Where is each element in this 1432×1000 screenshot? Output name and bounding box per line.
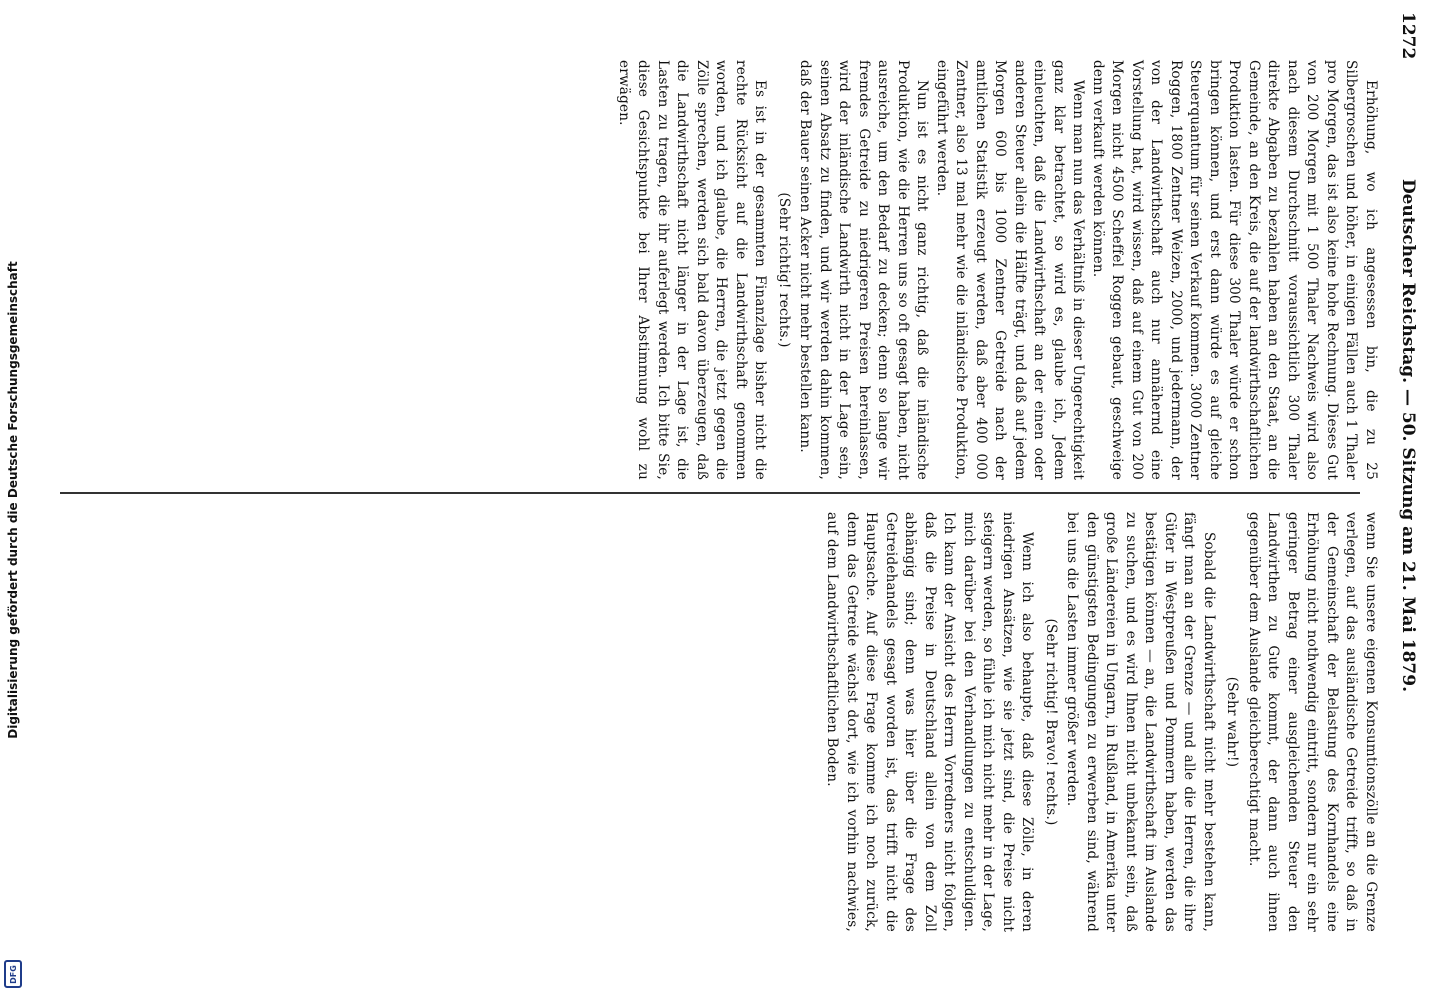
digitization-credit-strip — [0, 0, 26, 1000]
paragraph: Nun ist es nicht ganz richtig, daß die inländische Produktion, wie die Herren uns so oft gesagt haben, nicht ausreiche, um den Bedarf zu decken; denn so lange wir fremdes Getreide zu niedrigeren Preisen hereinlassen, wird der inländische Landwirth nicht in der Lage sein, seinen Absatz zu finden, und wir werden dahin kommen, daß der Bauer seinen Acker nicht mehr bestellen kann. — [797, 60, 931, 480]
dfg-logo-text: DFG — [8, 964, 18, 984]
paragraph: Erhöhung, wo ich angesessen bin, die zu 25 Silbergroschen und höher, in einigen Fällen auch 1 Thaler pro Morgen, das ist also keine hohe Rechnung. Dieses Gut von 200 Morgen mit 1 500 Thaler Nachweis wird also nach diesem Durchschnitt voraussichtlich 300 Thaler direkte Abgaben zu bezahlen haben an den Staat, an die Gemeinde, an den Kreis, die auf der landwirthschaftlichen Produktion lasten. Für diese 300 Thaler würde er schon bringen können, und erst dann würde es auf gleiche Steuerquantum für seinen Verkauf kommen. 3000 Zentner Roggen, 1800 Zentner Weizen, 2000, und jedermann, der von der Landwirthschaft auch nur annähernd eine Vorstellung hat, wird wissen, daß auf einem Gut von 200 Morgen nicht 4500 Scheffel Roggen gebaut, geschweige denn verkauft werden können. — [1090, 60, 1379, 480]
column-divider — [60, 492, 1360, 494]
running-header — [1398, 12, 1418, 992]
digitization-credit: Digitalisierung gefördert durch die Deutsche Forschungsgemeinschaft — [6, 261, 20, 739]
paragraph: Sobald die Landwirthschaft nicht mehr bestehen kann, fängt man an der Grenze — und alle die Herren, die ihre Güter in Westpreußen und Pommern haben, werden das bestätigen können — an, die Landwirthschaft im Auslande zu suchen, und es wird Ihnen nicht unbekannt sein, daß große Ländereien in Ungarn, in Rußland, in Amerika unter den günstigsten Bedingungen zu erwerben sind, während bei uns die Lasten immer größer werden. — [1064, 512, 1217, 932]
paragraph: Es ist in der gesammten Finanzlage bisher nicht die rechte Rücksicht auf die Landwirthschaft genommen worden, und ich glaube, die Herren, die jetzt gegen die Zölle sprechen, werden sich bald davon überzeugen, daß die Landwirthschaft nicht länger in der Lage ist, die Lasten zu tragen, die ihr auferlegt werden. Ich bitte Sie, diese Gesichtspunkte bei Ihrer Abstimmung wohl zu erwägen. — [616, 60, 769, 480]
running-title: Deutscher Reichstag. — 50. Sitzung am 21. Mai 1879. — [1398, 178, 1418, 692]
applause-note: (Sehr wahr!) — [1224, 676, 1241, 768]
page-number: 1272 — [1398, 12, 1418, 60]
text-column-left — [90, 60, 1380, 480]
text-column-right — [90, 512, 1380, 932]
paragraph: wenn Sie unsere eigenen Konsumtionszölle an die Grenze verlegen, auf das ausländische Getreide trifft, so daß in der Gemeinschaft der Belastung des Kornhandels eine Erhöhung nicht nothwendig eintritt, sondern nur ein sehr geringer Betrag einer ausgleichenden Steuer den Landwirthen zu Gute kommt, der dann auch ihnen gegenüber dem Auslande gleichberechtigt macht. — [1246, 512, 1379, 932]
dfg-logo-icon — [4, 960, 22, 988]
paragraph: Wenn ich also behaupte, daß diese Zölle, in deren niedrigen Ansätzen, wie sie jetzt sind, die Preise nicht steigern werden, so fühle ich mich nicht mehr in der Lage, mich darüber bei den Verhandlungen zu entschuldigen. Ich kann der Ansicht des Herrn Vorredners nicht folgen, daß die Preise in Deutschland allein von dem Zoll abhängig sind; denn was hier über die Frage des Getreidehandels gesagt worden ist, das trifft nicht die Hauptsache. Auf diese Frage komme ich noch zurück, denn das Getreide wächst dort, wie ich vorhin nachwies, auf dem Landwirthschaftlichen Boden. — [824, 512, 1036, 932]
paragraph: Wenn man nun das Verhältniß in dieser Ungerechtigkeit ganz klar betrachtet, so wird es, glaube ich, Jedem einleuchten, daß die Landwirthschaft an der einen oder anderen Steuer allein die Hälfte trägt, und daß auf jedem Morgen 600 bis 1000 Zentner Getreide nach der amtlichen Statistik erzeugt werden, daß aber 400 000 Zentner, also 13 mal mehr wie die inländische Produktion, eingeführt werden. — [934, 60, 1087, 480]
applause-note: (Sehr richtig! rechts.) — [776, 192, 792, 348]
applause-note: (Sehr richtig! Bravo! rechts.) — [1043, 618, 1059, 826]
